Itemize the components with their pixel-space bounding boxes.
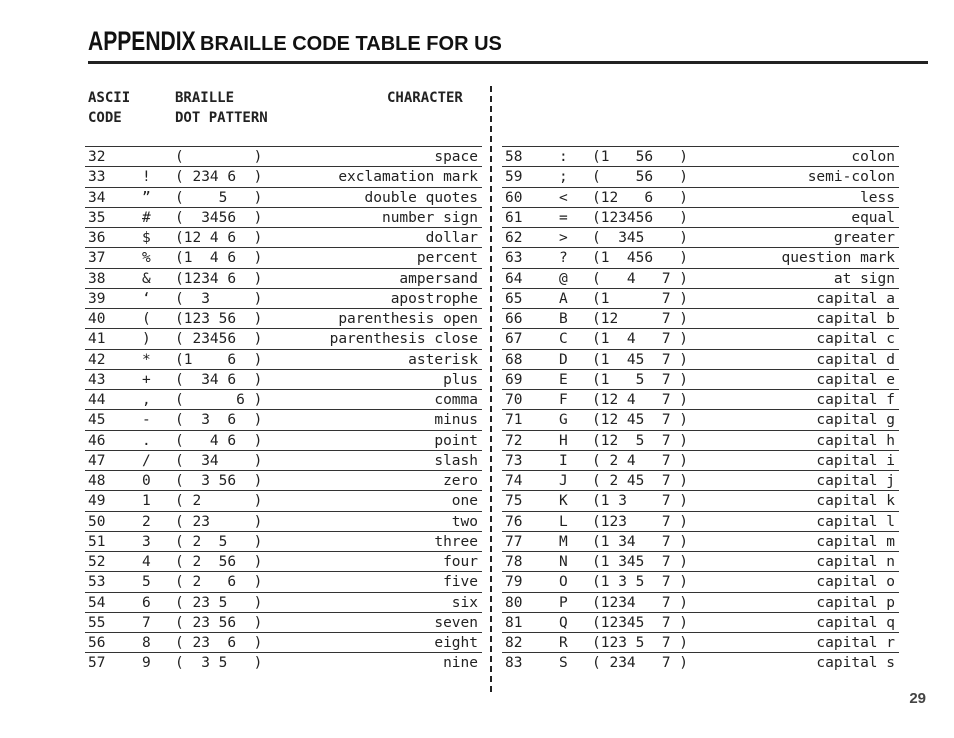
- character-name: capital j: [816, 473, 895, 489]
- dot-pattern: (12 4 6 ): [175, 230, 263, 246]
- ascii-code: 40: [88, 311, 106, 327]
- character-glyph: H: [559, 432, 568, 449]
- table-row: [502, 349, 899, 370]
- character-name: comma: [434, 392, 478, 408]
- title-appendix: APPENDIX: [88, 26, 196, 56]
- table-row: [85, 490, 482, 511]
- character-name: point: [434, 432, 478, 449]
- ascii-code: 41: [88, 331, 106, 348]
- character-name: capital i: [816, 452, 895, 469]
- character-name: capital g: [816, 412, 895, 429]
- character-name: percent: [416, 250, 478, 267]
- dot-pattern: ( 2 ): [175, 493, 263, 510]
- col-header-ascii: [88, 88, 130, 128]
- character-glyph: K: [559, 493, 568, 510]
- dot-pattern: ( 345 ): [592, 230, 689, 246]
- dot-pattern: (123 7 ): [592, 513, 689, 530]
- title-rule: [88, 61, 928, 64]
- character-name: capital s: [816, 655, 895, 672]
- table-row: [502, 328, 899, 349]
- ascii-code: 79: [505, 574, 523, 591]
- table-row: [502, 369, 899, 390]
- table-row: [85, 450, 482, 471]
- table-row: [85, 632, 482, 653]
- character-glyph: #: [142, 209, 151, 226]
- character-glyph: C: [559, 331, 568, 348]
- character-glyph: 9: [142, 655, 151, 672]
- character-name: number sign: [381, 209, 478, 226]
- character-name: ampersand: [399, 270, 478, 287]
- table-row: [85, 571, 482, 592]
- page-title: [88, 26, 502, 57]
- character-name: less: [860, 189, 895, 206]
- character-glyph: ,: [142, 392, 151, 408]
- character-glyph: :: [559, 149, 568, 165]
- character-glyph: 5: [142, 574, 151, 591]
- character-name: capital d: [816, 351, 895, 368]
- character-glyph: (: [142, 311, 151, 327]
- character-glyph: 3: [142, 533, 151, 550]
- ascii-code: 64: [505, 270, 523, 287]
- character-name: four: [443, 554, 478, 570]
- character-glyph: 7: [142, 614, 151, 631]
- ascii-code: 54: [88, 594, 106, 611]
- dot-pattern: ( 4 7 ): [592, 270, 689, 287]
- dot-pattern: (1 7 ): [592, 290, 689, 307]
- title-subtitle: BRAILLE CODE TABLE FOR US: [200, 33, 502, 55]
- character-glyph: N: [559, 554, 568, 570]
- ascii-code: 39: [88, 290, 106, 307]
- character-glyph: ?: [559, 250, 568, 267]
- character-name: parenthesis close: [329, 331, 478, 348]
- ascii-code: 77: [505, 533, 523, 550]
- table-row: [85, 288, 482, 309]
- table-row: [85, 166, 482, 187]
- character-name: capital c: [816, 331, 895, 348]
- character-glyph: .: [142, 432, 151, 449]
- character-glyph: L: [559, 513, 568, 530]
- ascii-code: 33: [88, 169, 106, 186]
- table-row: [85, 146, 482, 167]
- character-name: zero: [443, 473, 478, 489]
- ascii-code: 35: [88, 209, 106, 226]
- character-glyph: +: [142, 371, 151, 388]
- dot-pattern: ( 2 5 ): [175, 533, 263, 550]
- ascii-code: 38: [88, 270, 106, 287]
- page-number: 29: [909, 690, 926, 707]
- character-glyph: 6: [142, 594, 151, 611]
- ascii-code: 80: [505, 594, 523, 611]
- table-row: [502, 146, 899, 167]
- table-row: [502, 551, 899, 572]
- character-glyph: I: [559, 452, 568, 469]
- dot-pattern: (123 56 ): [175, 311, 263, 327]
- dot-pattern: (1 5 7 ): [592, 371, 689, 388]
- dot-pattern: (1 34 7 ): [592, 533, 689, 550]
- ascii-code: 60: [505, 189, 523, 206]
- dot-pattern: (12 5 7 ): [592, 432, 689, 449]
- dot-pattern: (1234 7 ): [592, 594, 689, 611]
- character-name: capital f: [816, 392, 895, 408]
- character-name: double quotes: [364, 189, 478, 206]
- character-glyph: M: [559, 533, 568, 550]
- character-name: capital k: [816, 493, 895, 510]
- dot-pattern: (1 456 ): [592, 250, 689, 267]
- dot-pattern: ( 23 56 ): [175, 614, 263, 631]
- character-name: two: [451, 513, 478, 530]
- ascii-code: 66: [505, 311, 523, 327]
- dot-pattern: (12 7 ): [592, 311, 689, 327]
- table-row: [85, 652, 482, 673]
- ascii-code: 47: [88, 452, 106, 469]
- dot-pattern: ( 2 6 ): [175, 574, 263, 591]
- table-row: [85, 470, 482, 491]
- dot-pattern: (1 56 ): [592, 149, 689, 165]
- dot-pattern: (1 4 7 ): [592, 331, 689, 348]
- ascii-code: 44: [88, 392, 106, 408]
- dot-pattern: ( 2 4 7 ): [592, 452, 689, 469]
- ascii-code: 51: [88, 533, 106, 550]
- character-name: capital n: [816, 554, 895, 570]
- dot-pattern: ( 5 ): [175, 189, 263, 206]
- ascii-code: 55: [88, 614, 106, 631]
- table-row: [85, 551, 482, 572]
- character-name: capital q: [816, 614, 895, 631]
- table-row: [502, 207, 899, 228]
- dot-pattern: ( 56 ): [592, 169, 689, 186]
- character-glyph: O: [559, 574, 568, 591]
- dot-pattern: (12 4 7 ): [592, 392, 689, 408]
- table-row: [85, 328, 482, 349]
- character-glyph: J: [559, 473, 568, 489]
- ascii-code: 62: [505, 230, 523, 246]
- character-name: capital a: [816, 290, 895, 307]
- ascii-code: 58: [505, 149, 523, 165]
- table-row: [502, 308, 899, 329]
- col-header-ascii-line1: ASCII: [88, 90, 131, 106]
- character-name: one: [451, 493, 478, 510]
- table-row: [502, 166, 899, 187]
- character-glyph: &: [142, 270, 151, 287]
- table-row: [85, 612, 482, 633]
- dot-pattern: ( 2 56 ): [175, 554, 263, 570]
- dot-pattern: (12345 7 ): [592, 614, 689, 631]
- table-row: [502, 470, 899, 491]
- character-glyph: /: [142, 452, 151, 469]
- character-glyph: ): [142, 331, 151, 348]
- character-name: question mark: [781, 250, 895, 267]
- character-glyph: 1: [142, 493, 151, 510]
- dot-pattern: (1 6 ): [175, 351, 263, 368]
- col-header-braille-line1: BRAILLE: [175, 90, 235, 106]
- table-row: [85, 430, 482, 451]
- table-row: [85, 511, 482, 532]
- character-name: capital b: [816, 311, 895, 327]
- character-name: slash: [434, 452, 478, 469]
- ascii-code: 45: [88, 412, 106, 429]
- ascii-code: 56: [88, 635, 106, 651]
- table-row: [502, 511, 899, 532]
- character-glyph: D: [559, 351, 568, 368]
- ascii-code: 70: [505, 392, 523, 408]
- ascii-code: 57: [88, 655, 106, 672]
- dot-pattern: ( 234 6 ): [175, 169, 263, 186]
- character-glyph: ;: [559, 169, 568, 186]
- character-glyph: 8: [142, 635, 151, 651]
- ascii-code: 63: [505, 250, 523, 267]
- character-glyph: R: [559, 635, 568, 651]
- character-name: plus: [443, 371, 478, 388]
- dot-pattern: ( 3 56 ): [175, 473, 263, 489]
- character-name: six: [451, 594, 478, 611]
- dot-pattern: ( 23 ): [175, 513, 263, 530]
- character-glyph: *: [142, 351, 151, 368]
- table-row: [85, 531, 482, 552]
- character-glyph: !: [142, 169, 151, 186]
- ascii-code: 71: [505, 412, 523, 429]
- ascii-code: 49: [88, 493, 106, 510]
- character-name: capital p: [816, 594, 895, 611]
- col-header-character: CHARACTER: [387, 90, 463, 106]
- character-name: semi-colon: [807, 169, 895, 186]
- ascii-code: 82: [505, 635, 523, 651]
- dot-pattern: (1 45 7 ): [592, 351, 689, 368]
- character-name: exclamation mark: [338, 169, 478, 186]
- character-glyph: <: [559, 189, 568, 206]
- table-row: [502, 430, 899, 451]
- ascii-code: 65: [505, 290, 523, 307]
- dot-pattern: ( 34 6 ): [175, 371, 263, 388]
- character-glyph: E: [559, 371, 568, 388]
- character-glyph: S: [559, 655, 568, 672]
- character-glyph: ”: [142, 189, 151, 206]
- character-name: apostrophe: [390, 290, 478, 307]
- ascii-code: 43: [88, 371, 106, 388]
- table-row: [502, 288, 899, 309]
- character-glyph: A: [559, 290, 568, 307]
- character-glyph: -: [142, 412, 151, 429]
- character-name: seven: [434, 614, 478, 631]
- ascii-code: 36: [88, 230, 106, 246]
- dot-pattern: (12 6 ): [592, 189, 689, 206]
- character-name: three: [434, 533, 478, 550]
- character-glyph: G: [559, 412, 568, 429]
- ascii-code: 72: [505, 432, 523, 449]
- table-row: [85, 187, 482, 208]
- character-name: space: [434, 149, 478, 165]
- character-name: capital l: [816, 513, 895, 530]
- dot-pattern: ( 23456 ): [175, 331, 263, 348]
- character-name: capital m: [816, 533, 895, 550]
- dot-pattern: (1 3 5 7 ): [592, 574, 689, 591]
- character-name: parenthesis open: [338, 311, 478, 327]
- dot-pattern: (1 3 7 ): [592, 493, 689, 510]
- table-row: [502, 389, 899, 410]
- ascii-code: 83: [505, 655, 523, 672]
- table-row: [85, 369, 482, 390]
- ascii-code: 73: [505, 452, 523, 469]
- character-glyph: 4: [142, 554, 151, 570]
- col-header-ascii-line2: CODE: [88, 110, 122, 126]
- table-row: [502, 592, 899, 613]
- character-name: equal: [851, 209, 895, 226]
- dot-pattern: ( 34 ): [175, 452, 263, 469]
- table-row: [502, 409, 899, 430]
- ascii-code: 74: [505, 473, 523, 489]
- dot-pattern: ( 23 5 ): [175, 594, 263, 611]
- ascii-code: 59: [505, 169, 523, 186]
- character-name: greater: [833, 230, 895, 246]
- dot-pattern: ( 234 7 ): [592, 655, 689, 672]
- table-row: [502, 247, 899, 268]
- dot-pattern: ( 3 ): [175, 290, 263, 307]
- character-name: capital r: [816, 635, 895, 651]
- table-row: [85, 592, 482, 613]
- character-name: capital h: [816, 432, 895, 449]
- dot-pattern: ( 4 6 ): [175, 432, 263, 449]
- ascii-code: 68: [505, 351, 523, 368]
- dot-pattern: ( 23 6 ): [175, 635, 263, 651]
- ascii-code: 61: [505, 209, 523, 226]
- table-row: [85, 207, 482, 228]
- character-glyph: F: [559, 392, 568, 408]
- table-row: [502, 268, 899, 289]
- ascii-code: 76: [505, 513, 523, 530]
- character-glyph: =: [559, 209, 568, 226]
- ascii-code: 75: [505, 493, 523, 510]
- character-glyph: >: [559, 230, 568, 246]
- dot-pattern: ( 2 45 7 ): [592, 473, 689, 489]
- table-row: [502, 490, 899, 511]
- col-header-braille-line2: DOT PATTERN: [175, 110, 268, 126]
- dot-pattern: ( ): [175, 149, 263, 165]
- dot-pattern: (123 5 7 ): [592, 635, 689, 651]
- ascii-code: 67: [505, 331, 523, 348]
- dot-pattern: (1 4 6 ): [175, 250, 263, 267]
- character-glyph: Q: [559, 614, 568, 631]
- character-glyph: ‘: [142, 290, 151, 307]
- column-divider: [490, 86, 492, 692]
- ascii-code: 53: [88, 574, 106, 591]
- character-name: minus: [434, 412, 478, 429]
- ascii-code: 69: [505, 371, 523, 388]
- character-name: at sign: [833, 270, 895, 287]
- ascii-code: 52: [88, 554, 106, 570]
- dot-pattern: ( 3456 ): [175, 209, 263, 226]
- ascii-code: 78: [505, 554, 523, 570]
- table-row: [85, 409, 482, 430]
- character-name: nine: [443, 655, 478, 672]
- table-row: [85, 349, 482, 370]
- dot-pattern: (1 345 7 ): [592, 554, 689, 570]
- character-glyph: 2: [142, 513, 151, 530]
- character-name: capital o: [816, 574, 895, 591]
- table-row: [85, 247, 482, 268]
- ascii-code: 42: [88, 351, 106, 368]
- dot-pattern: (12 45 7 ): [592, 412, 689, 429]
- dot-pattern: ( 6 ): [175, 392, 263, 408]
- ascii-code: 81: [505, 614, 523, 631]
- dot-pattern: (123456 ): [592, 209, 689, 226]
- table-row: [502, 450, 899, 471]
- col-header-braille: [175, 88, 268, 128]
- ascii-code: 32: [88, 149, 106, 165]
- ascii-code: 50: [88, 513, 106, 530]
- dot-pattern: (1234 6 ): [175, 270, 263, 287]
- table-row: [502, 612, 899, 633]
- ascii-code: 46: [88, 432, 106, 449]
- dot-pattern: ( 3 6 ): [175, 412, 263, 429]
- ascii-code: 48: [88, 473, 106, 489]
- character-glyph: 0: [142, 473, 151, 489]
- character-name: dollar: [425, 230, 478, 246]
- table-row: [502, 531, 899, 552]
- table-row: [502, 227, 899, 248]
- table-row: [502, 652, 899, 673]
- character-glyph: @: [559, 270, 568, 287]
- character-name: eight: [434, 635, 478, 651]
- table-row: [502, 632, 899, 653]
- table-row: [502, 187, 899, 208]
- character-name: asterisk: [408, 351, 478, 368]
- character-name: five: [443, 574, 478, 591]
- character-glyph: B: [559, 311, 568, 327]
- character-glyph: %: [142, 250, 151, 267]
- table-row: [85, 227, 482, 248]
- table-row: [85, 268, 482, 289]
- character-name: capital e: [816, 371, 895, 388]
- table-row: [502, 571, 899, 592]
- table-row: [85, 308, 482, 329]
- character-glyph: P: [559, 594, 568, 611]
- character-glyph: $: [142, 230, 151, 246]
- dot-pattern: ( 3 5 ): [175, 655, 263, 672]
- character-name: colon: [851, 149, 895, 165]
- ascii-code: 34: [88, 189, 106, 206]
- table-row: [85, 389, 482, 410]
- ascii-code: 37: [88, 250, 106, 267]
